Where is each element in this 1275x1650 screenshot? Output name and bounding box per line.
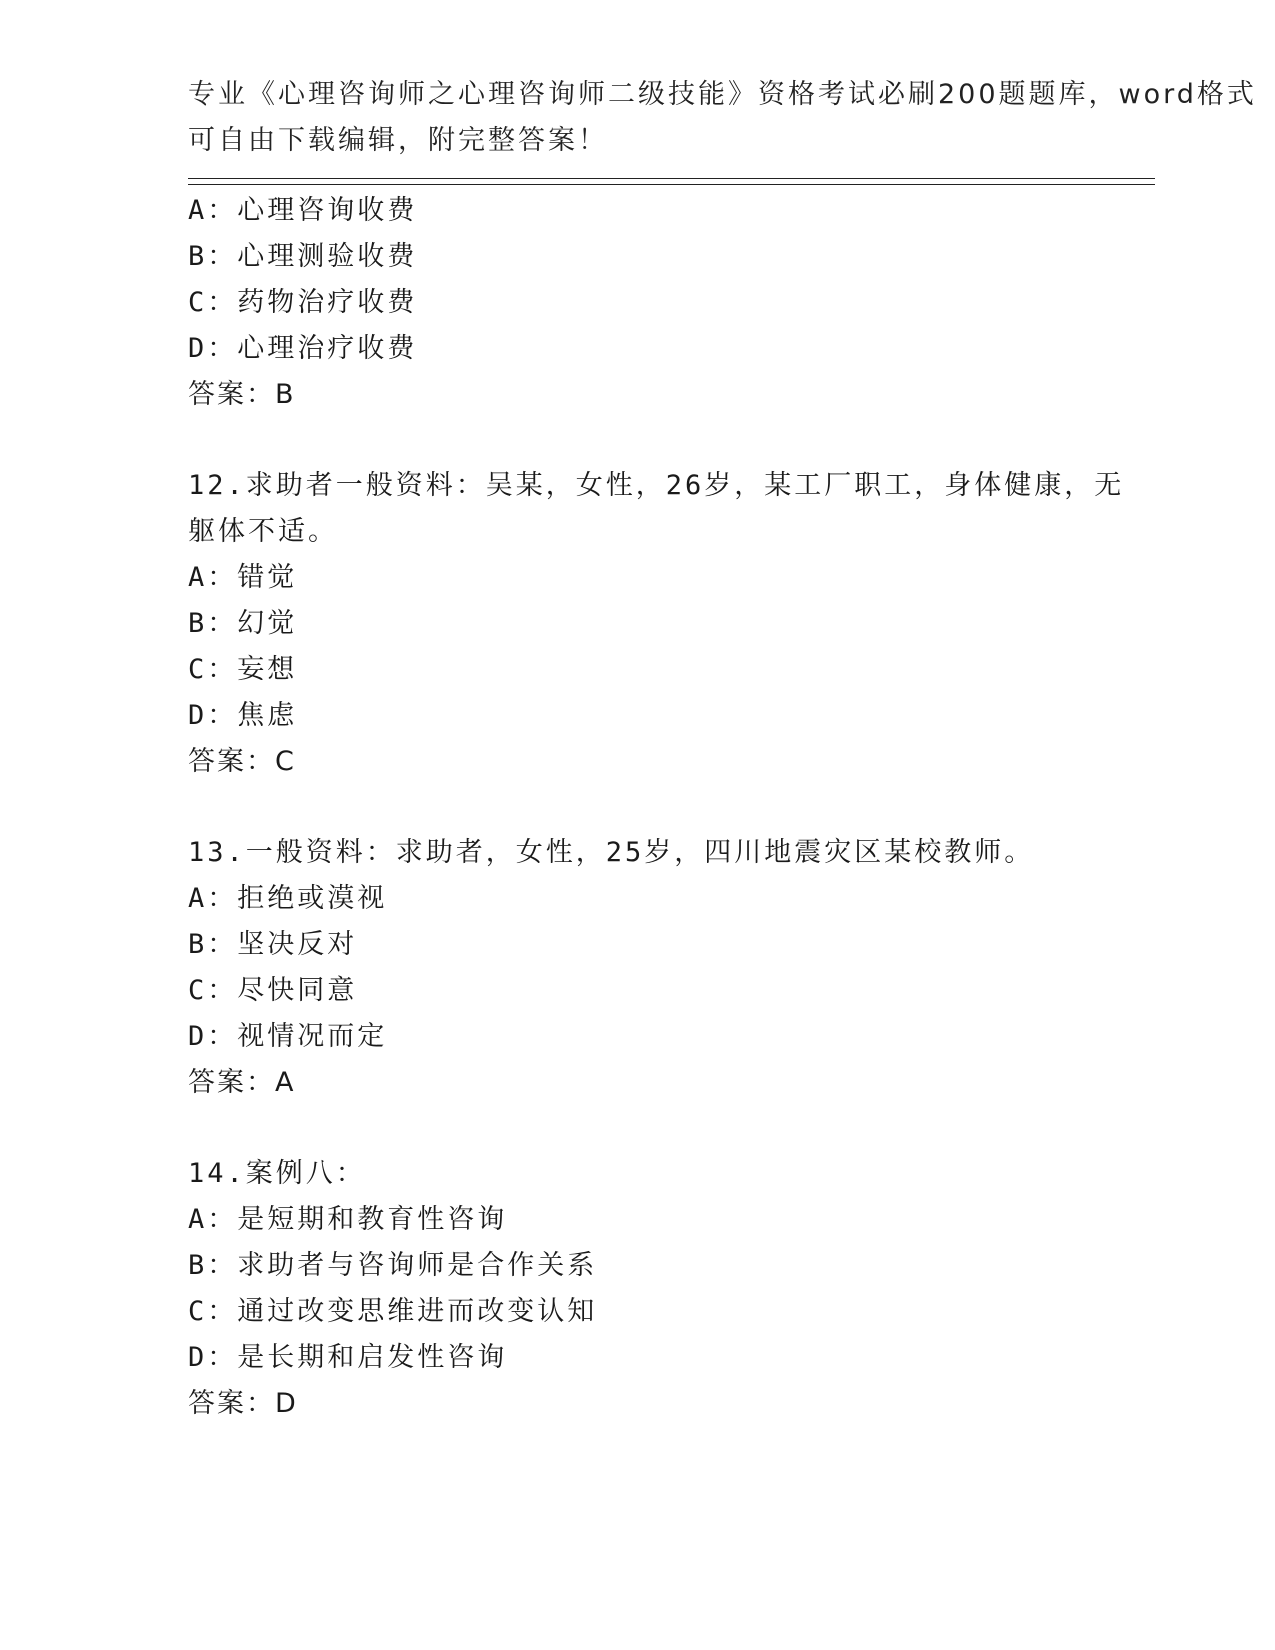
- header-divider-bottom: [188, 184, 1155, 185]
- header-divider-top: [188, 178, 1155, 179]
- option-d: D：焦虑: [188, 700, 298, 731]
- option-b: B：坚决反对: [188, 929, 358, 960]
- option-d: D：视情况而定: [188, 1021, 388, 1052]
- spacer: [188, 785, 1088, 830]
- option-a: A：拒绝或漠视: [188, 883, 388, 914]
- question-12-block: [188, 463, 1125, 785]
- option-c: C：通过改变思维进而改变认知: [188, 1296, 598, 1327]
- option-a: A：是短期和教育性咨询: [188, 1204, 508, 1235]
- option-b: B：心理测验收费: [188, 241, 418, 272]
- answer-line: 答案：D: [188, 1388, 298, 1419]
- question-stem: 14.案例八：: [188, 1158, 366, 1189]
- question-13-block: [188, 830, 1088, 1106]
- option-d: D：心理治疗收费: [188, 333, 418, 364]
- option-c: C：药物治疗收费: [188, 287, 418, 318]
- header-line-1: 专业《心理咨询师之心理咨询师二级技能》资格考试必刷200题题库，word格式: [188, 79, 1257, 110]
- question-stem-continued: 躯体不适。: [188, 516, 338, 547]
- header-line-2: 可自由下载编辑，附完整答案！: [188, 125, 608, 156]
- spacer: [188, 418, 1088, 463]
- answer-line: 答案：C: [188, 746, 296, 777]
- option-d: D：是长期和启发性咨询: [188, 1342, 508, 1373]
- question-list: [188, 188, 1125, 1427]
- option-b: B：幻觉: [188, 608, 298, 639]
- answer-line: 答案：A: [188, 1067, 296, 1098]
- option-a: A：错觉: [188, 562, 298, 593]
- answer-line: 答案：B: [188, 379, 296, 410]
- option-b: B：求助者与咨询师是合作关系: [188, 1250, 598, 1281]
- option-c: C：妄想: [188, 654, 298, 685]
- question-14-block: [188, 1151, 1088, 1427]
- spacer: [188, 1106, 1088, 1151]
- question-11-block: [188, 188, 1088, 418]
- question-stem: 12.求助者一般资料：吴某，女性，26岁，某工厂职工，身体健康，无: [188, 470, 1125, 501]
- question-stem: 13.一般资料：求助者，女性，25岁，四川地震灾区某校教师。: [188, 837, 1035, 868]
- option-c: C：尽快同意: [188, 975, 358, 1006]
- document-header: [188, 72, 1257, 164]
- option-a: A：心理咨询收费: [188, 195, 418, 226]
